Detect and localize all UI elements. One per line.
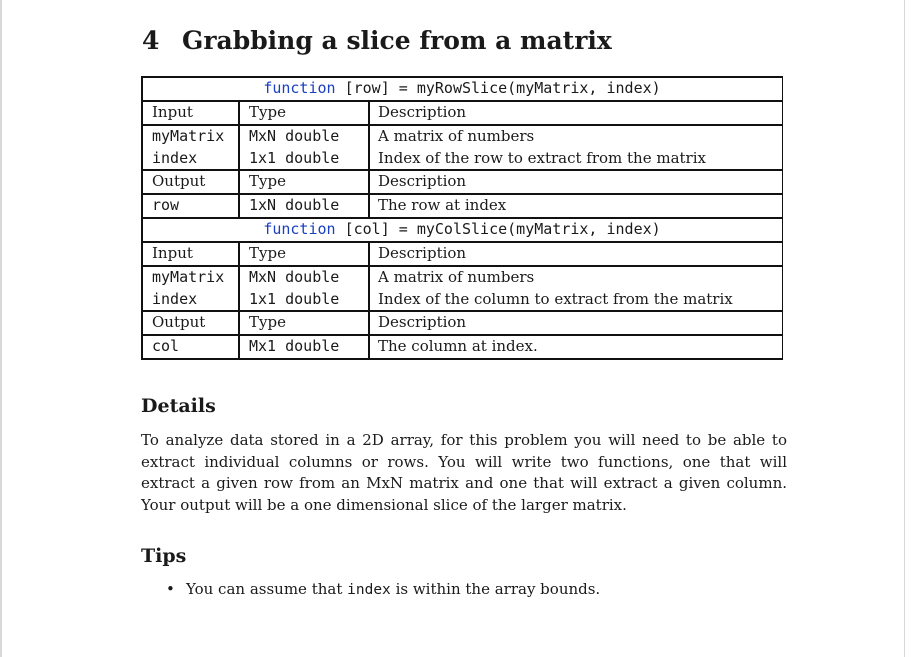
- function-signature-row: [141, 76, 783, 100]
- output-header-label: Output: [152, 172, 206, 190]
- output-name: col: [152, 337, 180, 355]
- input-name: index: [152, 149, 198, 167]
- table-rule: [368, 100, 370, 217]
- input-type: 1x1 double: [249, 149, 340, 167]
- type-header-label: Type: [249, 313, 286, 331]
- input-description: Index of the column to extract from the matrix: [378, 290, 733, 308]
- function-signature: [141, 217, 783, 241]
- output-type: Mx1 double: [249, 337, 340, 355]
- description-header-label: Description: [378, 172, 467, 190]
- details-heading: Details: [141, 395, 216, 417]
- function-signature-row: [141, 217, 783, 241]
- page-edge: [0, 0, 2, 657]
- input-name: myMatrix: [152, 267, 225, 286]
- input-type: MxN double: [249, 267, 340, 286]
- input-type: 1x1 double: [249, 290, 340, 308]
- tip-code: index: [347, 582, 391, 598]
- table-rule: [141, 358, 783, 360]
- bullet-icon: •: [166, 580, 175, 598]
- table-rule: [368, 241, 370, 358]
- input-name: index: [152, 290, 198, 308]
- section-title: [142, 26, 612, 55]
- type-header-label: Type: [249, 172, 286, 190]
- function-signature: [141, 76, 783, 100]
- input-description: A matrix of numbers: [378, 126, 535, 145]
- details-paragraph: To analyze data stored in a 2D array, for this problem you will need to be able to extract individual columns or rows. You will write two functions, one that will extract a given row from an MxN matrix and one that will extract a given column. Your output will be a one dimensional slice of the larger matrix.: [141, 431, 787, 514]
- signature-text: [row] = myRowSlice(myMatrix, index): [335, 79, 661, 97]
- description-header-label: Description: [378, 103, 467, 121]
- table-rule: [782, 217, 784, 360]
- description-header-label: Description: [378, 244, 467, 262]
- type-header-label: Type: [249, 244, 286, 262]
- table-rule: [238, 241, 240, 358]
- input-name: myMatrix: [152, 126, 225, 145]
- signature-text: [col] = myColSlice(myMatrix, index): [335, 220, 661, 238]
- tip-item: [166, 580, 600, 598]
- table-rule: [141, 217, 143, 360]
- section-number: 4: [142, 26, 160, 55]
- section-title-text: Grabbing a slice from a matrix: [182, 26, 612, 55]
- type-header-label: Type: [249, 103, 286, 121]
- tips-heading: Tips: [141, 545, 187, 567]
- input-description: Index of the row to extract from the matrix: [378, 149, 706, 167]
- output-name: row: [152, 196, 180, 214]
- page-edge: [904, 0, 905, 657]
- table-rule: [782, 76, 784, 219]
- function-keyword: function: [263, 220, 336, 238]
- output-type: 1xN double: [249, 196, 340, 214]
- input-type: MxN double: [249, 126, 340, 145]
- function-keyword: function: [263, 79, 336, 97]
- input-header-label: Input: [152, 244, 193, 262]
- function-spec-table: [141, 76, 783, 360]
- table-rule: [238, 100, 240, 217]
- tip-text-after: is within the array bounds.: [390, 580, 601, 598]
- tip-text-before: You can assume that: [186, 580, 348, 598]
- output-header-label: Output: [152, 313, 206, 331]
- description-header-label: Description: [378, 313, 467, 331]
- input-header-label: Input: [152, 103, 193, 121]
- table-rule: [141, 76, 143, 219]
- output-description: The row at index: [378, 196, 507, 214]
- input-description: A matrix of numbers: [378, 267, 535, 286]
- output-description: The column at index.: [378, 337, 538, 355]
